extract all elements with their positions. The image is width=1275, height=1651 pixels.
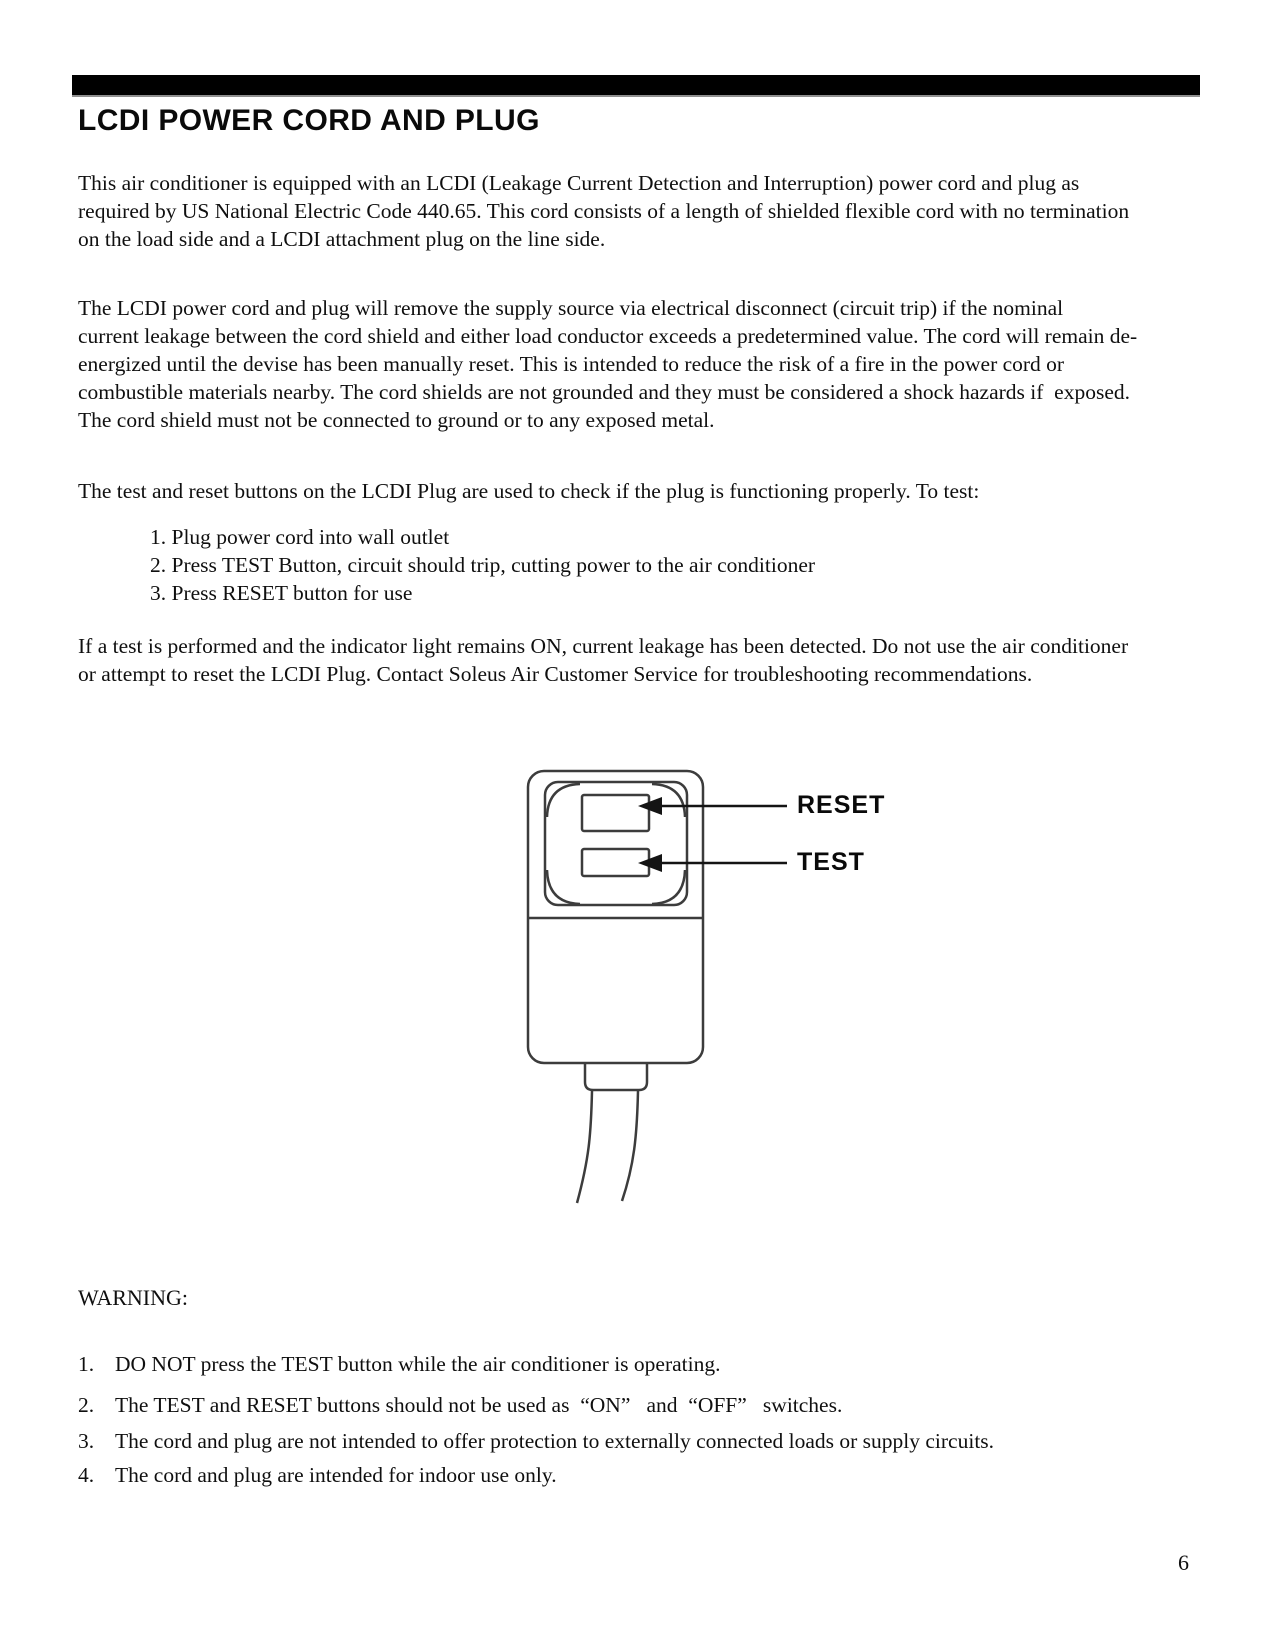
warning-item-1-number: 1. <box>78 1352 95 1376</box>
test-step-1: 1. Plug power cord into wall outlet <box>150 525 450 549</box>
warning-item-1 <box>78 1350 1158 1378</box>
test-step-2: 2. Press TEST Button, circuit should trip, cutting power to the air conditioner <box>150 553 816 577</box>
warning-heading: WARNING: <box>78 1285 188 1310</box>
test-intro-paragraph: The test and reset buttons on the LCDI Plug are used to check if the plug is functioning properly. To test: <box>78 479 980 503</box>
warning-item-2-number: 2. <box>78 1393 95 1417</box>
operation-paragraph: The LCDI power cord and plug will remove the supply source via electrical disconnect (circuit trip) if the nominal current leakage between the cord shield and either load conductor exceeds a predetermined value. The cord will remain de-energized until the devise has been manually reset. This is intended to reduce the risk of a fire in the power cord or combustible materials nearby. The cord shields are not grounded and they must be considered a shock hazards if exposed. The cord shield must not be connected to ground or to any exposed metal. <box>78 296 1138 432</box>
page-title: LCDI POWER CORD AND PLUG <box>78 104 540 137</box>
lcdi-plug-diagram <box>500 735 960 1215</box>
warning-item-3-number: 3. <box>78 1429 95 1453</box>
section-divider-bar <box>72 75 1200 97</box>
test-label: TEST <box>797 848 865 876</box>
cord-right-line <box>622 1091 638 1201</box>
test-button-shape <box>582 849 649 876</box>
plug-strain-relief <box>585 1063 647 1090</box>
indicator-paragraph: If a test is performed and the indicator light remains ON, current leakage has been detected. Do not use the air conditioner or attempt to reset the LCDI Plug. Contact Soleus Air Customer Service for troubleshooting recommendations. <box>78 634 1134 686</box>
plug-illustration <box>500 735 960 1215</box>
reset-label: RESET <box>797 791 886 819</box>
warning-item-3 <box>78 1427 1158 1455</box>
reset-button-shape <box>582 795 649 831</box>
intro-paragraph: This air conditioner is equipped with an LCDI (Leakage Current Detection and Interruption) power cord and plug as required by US National Electric Code 440.65. This cord consists of a length of shielded flexible cord with no termination on the load side and a LCDI attachment plug on the line side. <box>78 171 1135 251</box>
warning-item-2-text: The TEST and RESET buttons should not be used as “ON” and “OFF” switches. <box>115 1393 843 1417</box>
warning-item-2 <box>78 1391 1158 1419</box>
warning-item-4-text: The cord and plug are intended for indoor use only. <box>115 1463 557 1487</box>
page-number: 6 <box>1178 1550 1189 1575</box>
warning-item-4 <box>78 1461 1158 1489</box>
warning-item-4-number: 4. <box>78 1463 95 1487</box>
test-step-3: 3. Press RESET button for use <box>150 581 413 605</box>
warning-item-1-text: DO NOT press the TEST button while the air conditioner is operating. <box>115 1352 721 1376</box>
cord-left-line <box>577 1091 592 1203</box>
warning-item-3-text: The cord and plug are not intended to offer protection to externally connected loads or supply circuits. <box>115 1429 995 1453</box>
